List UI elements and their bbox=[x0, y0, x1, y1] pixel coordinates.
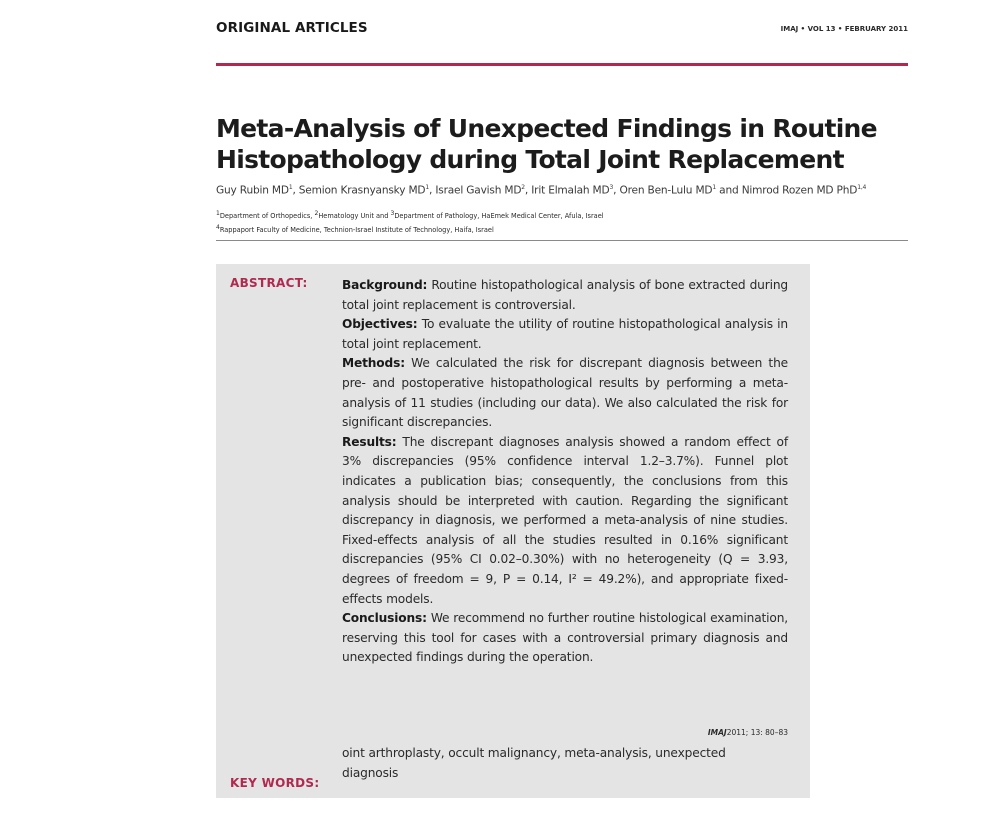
author-affiliation-mark: 1 bbox=[425, 184, 429, 191]
keywords-label: KEY WORDS: bbox=[230, 776, 320, 790]
abstract-section-text: We calculated the risk for discrepant diagnosis between the pre- and postoperative histopathological results by performing a meta-analysis of 11 studies (including our data). We also calculated the risk for significant discrepancies. bbox=[342, 356, 788, 430]
abstract-section bbox=[342, 276, 788, 315]
citation-journal: IMAJ bbox=[707, 728, 727, 737]
author-conjunction: and bbox=[719, 184, 739, 197]
author-affiliation-mark: 2 bbox=[521, 184, 525, 191]
abstract-section-heading: Background: bbox=[342, 278, 428, 292]
affiliation-text: Department of Orthopedics, bbox=[219, 212, 315, 221]
affiliation-text: Hematology Unit and bbox=[318, 212, 391, 221]
affiliation-text: Department of Pathology, HaEmek Medical Center, Afula, Israel bbox=[394, 212, 604, 221]
affiliation-text: Rappaport Faculty of Medicine, Technion-Israel Institute of Technology, Haifa, Israel bbox=[219, 226, 494, 235]
abstract-citation bbox=[708, 728, 788, 737]
author-list: Guy Rubin $MD^1$, Semion Krasnyansky $MD^1$, Israel Gavish $MD^2$, Irit Elmalah $MD^3$, Oren Ben-Lulu $MD^1$ and Nimrod Rozen MD PhD$^{1,4}$ bbox=[216, 184, 867, 197]
affiliation-mark: 3 bbox=[390, 210, 395, 217]
affiliation-rule bbox=[216, 240, 908, 241]
author-affiliation-mark: 3 bbox=[609, 184, 614, 191]
affiliation-mark: 2 bbox=[314, 210, 319, 217]
abstract-label: ABSTRACT: bbox=[230, 276, 308, 290]
author-affiliation-mark: 1,4 bbox=[857, 184, 867, 191]
abstract-body bbox=[342, 276, 788, 668]
citation-details: 2011; 13: 80–83 bbox=[726, 728, 788, 737]
author-affiliation-mark: 1 bbox=[712, 184, 716, 191]
keywords-text: oint arthroplasty, occult malignancy, meta-analysis, unexpected diagnosis bbox=[342, 746, 726, 780]
abstract-section-text: The discrepant diagnoses analysis showed a random effect of 3% discrepancies (95% confidence interval 1.2–3.7%). Funnel plot indicates a publication bias; consequently, the conclusions from this analysis should be interpreted with caution. Regarding the significant discrepancy in diagnosis, we performed a meta-analysis of nine studies. Fixed-effects analysis of all the studies resulted in 0.16% significant discrepancies (95% CI 0.02–0.30%) with no heterogeneity (Q = 3.93, degrees of freedom = 9, P = 0.14, I² = 49.2%), and appropriate fixed-effects models. bbox=[342, 434, 788, 606]
author-name: Israel Gavish MD bbox=[435, 184, 522, 197]
abstract-section bbox=[342, 315, 788, 354]
article-title: Meta-Analysis of Unexpected Findings in Routine Histopathology during Total Joint Replacement bbox=[216, 114, 877, 174]
affiliation-line bbox=[216, 210, 604, 220]
abstract-section-heading: Objectives: bbox=[342, 317, 418, 332]
affiliation-mark: 4 bbox=[216, 224, 220, 231]
author-affiliation-mark: 1 bbox=[288, 184, 293, 191]
section-label: ORIGINAL ARTICLES bbox=[216, 20, 368, 36]
abstract-section-text: To evaluate the utility of routine histopathological analysis in total joint replacement. bbox=[342, 317, 788, 351]
abstract-section bbox=[342, 433, 788, 609]
abstract-section-heading: Results: bbox=[342, 434, 397, 449]
author-name: Guy Rubin MD bbox=[216, 184, 289, 197]
author-name: Nimrod Rozen MD PhD bbox=[741, 184, 858, 197]
abstract-section bbox=[342, 354, 788, 432]
header-rule bbox=[216, 63, 908, 66]
author-name: Oren Ben-Lulu MD bbox=[619, 184, 713, 197]
affiliation-mark: 1 bbox=[216, 210, 220, 217]
abstract-section-text: Routine histopathological analysis of bone extracted during total joint replacement is controversial. bbox=[342, 278, 788, 312]
abstract-section bbox=[342, 609, 788, 668]
abstract-section-heading: Conclusions: bbox=[342, 611, 427, 626]
abstract-section-heading: Methods: bbox=[342, 356, 405, 371]
journal-reference: IMAJ • VOL 13 • FEBRUARY 2011 bbox=[780, 25, 908, 33]
abstract-section-text: We recommend no further routine histological examination, reserving this tool for cases with a controversial primary diagnosis and unexpected findings during the operation. bbox=[342, 611, 788, 665]
affiliation-line bbox=[216, 224, 494, 234]
author-name: Semion Krasnyansky MD bbox=[298, 184, 426, 197]
author-name: Irit Elmalah MD bbox=[531, 184, 610, 197]
